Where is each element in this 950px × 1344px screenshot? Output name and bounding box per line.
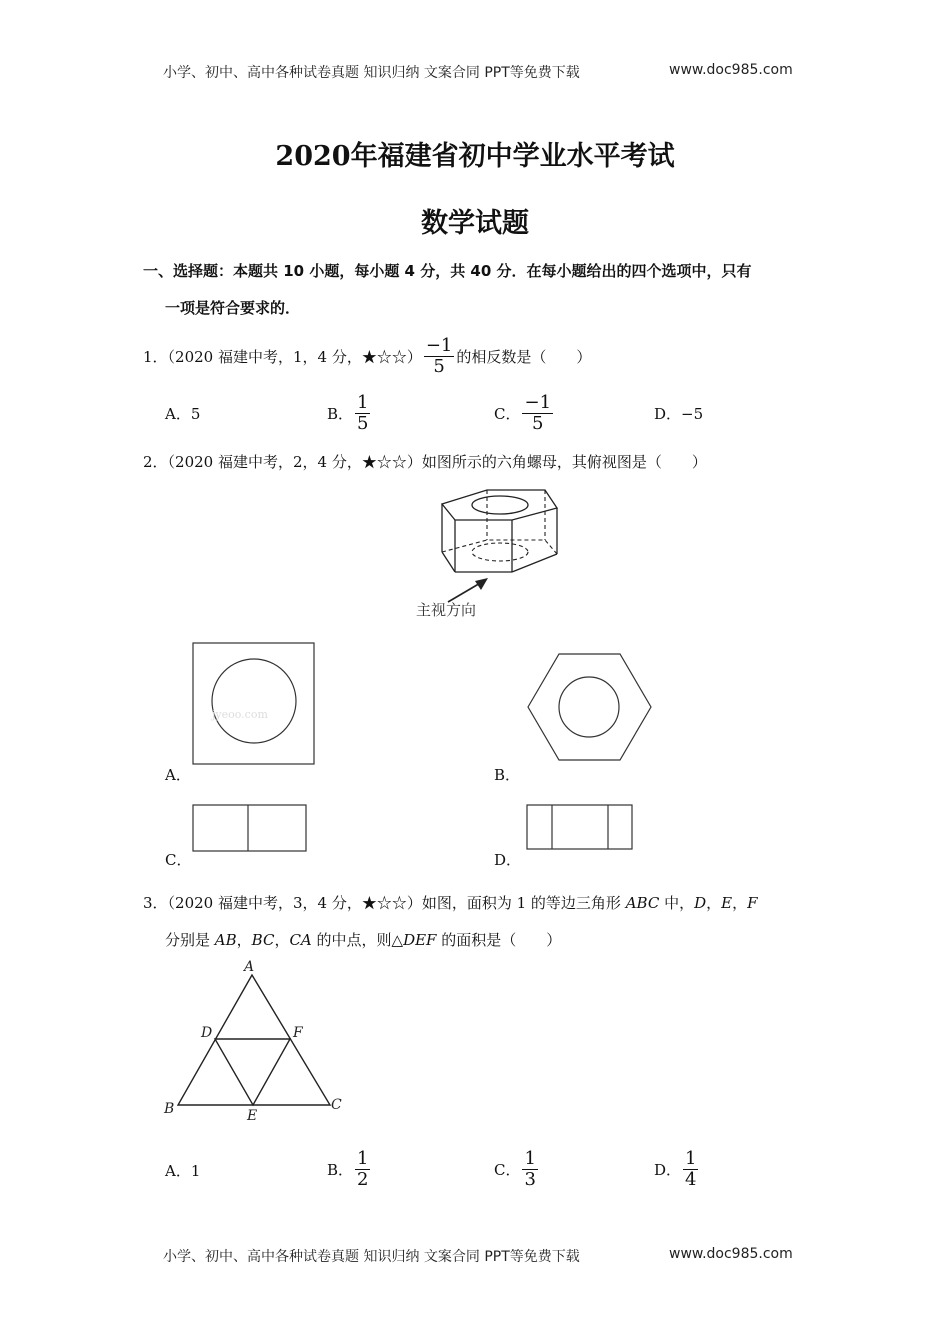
q3-option-a-label: A． bbox=[165, 1162, 191, 1180]
nut-top-hole bbox=[472, 496, 528, 514]
page-footer bbox=[163, 1246, 580, 1266]
q3-option-b-fraction bbox=[355, 1149, 370, 1190]
q1-stem-prefix: 1．（2020 福建中考，1，4 分，★☆☆） bbox=[143, 347, 422, 366]
q3-def: DEF bbox=[403, 931, 437, 949]
section-heading-line1: 一、选择题：本题共 10 小题，每小题 4 分，共 40 分．在每小题给出的四个选项中，只有 bbox=[143, 262, 752, 280]
q2-option-a[interactable]: A． bbox=[165, 766, 191, 784]
q1-option-c-den: 5 bbox=[532, 412, 544, 434]
q3-ca: CA bbox=[289, 931, 312, 949]
label-e: E bbox=[247, 1108, 258, 1124]
q1-option-a-label: A． bbox=[165, 405, 191, 423]
q2-option-b[interactable]: B． bbox=[494, 766, 521, 784]
q3-option-b-num: 1 bbox=[357, 1147, 369, 1169]
page-title: 2020年福建省初中学业水平考试 bbox=[275, 141, 675, 172]
q3-text-1: 3．（2020 福建中考，3，4 分，★☆☆）如图，面积为 1 的等边三角形 bbox=[143, 894, 626, 912]
q1-option-b-label: B． bbox=[327, 404, 354, 423]
q3-sep4: ， bbox=[274, 931, 290, 949]
label-d: D bbox=[201, 1025, 213, 1041]
label-a: A bbox=[244, 959, 255, 975]
q3-text-5: 的面积是（ ） bbox=[436, 931, 562, 949]
footer-text: 小学、初中、高中各种试卷真题 知识归纳 文案合同 PPT等免费下载 bbox=[163, 1249, 580, 1265]
q1-fraction bbox=[424, 336, 455, 377]
q2-option-d-figure bbox=[526, 804, 634, 851]
page-subtitle: 数学试题 bbox=[421, 208, 529, 239]
q3-f: F bbox=[747, 894, 758, 912]
header-url[interactable]: www.doc985.com bbox=[669, 62, 793, 78]
footer-url[interactable]: www.doc985.com bbox=[669, 1246, 793, 1262]
q3-option-a[interactable] bbox=[165, 1160, 200, 1181]
q1-frac-numerator: −1 bbox=[425, 334, 453, 356]
q1-option-b-den: 5 bbox=[357, 412, 369, 434]
q2-option-c[interactable]: C． bbox=[165, 851, 192, 869]
q1-option-c-num: −1 bbox=[524, 391, 552, 413]
q3-option-d-fraction bbox=[683, 1149, 698, 1190]
label-f: F bbox=[293, 1025, 303, 1041]
q3-option-a-value: 1 bbox=[190, 1162, 201, 1180]
q3-abc: ABC bbox=[625, 894, 660, 912]
q1-option-d-value: −5 bbox=[681, 405, 704, 423]
q3-e: E bbox=[721, 894, 733, 912]
q3-text-3: 分别是 bbox=[165, 931, 215, 949]
label-c: C bbox=[331, 1097, 342, 1113]
q1-option-c-label: C． bbox=[494, 404, 521, 423]
q1-option-d-label: D． bbox=[654, 405, 682, 423]
q3-option-d[interactable] bbox=[654, 1147, 700, 1191]
q3-sep1: ， bbox=[706, 894, 722, 912]
q1-option-b-fraction bbox=[355, 393, 370, 434]
q1-option-d[interactable] bbox=[654, 403, 703, 424]
q3-option-b-label: B． bbox=[327, 1160, 354, 1179]
question-3-stem-line2 bbox=[165, 929, 561, 950]
q1-option-a[interactable] bbox=[165, 403, 200, 424]
q3-option-d-num: 1 bbox=[685, 1147, 697, 1169]
q2-watermark: jyeoo.com bbox=[212, 708, 268, 721]
q3-option-b-den: 2 bbox=[357, 1168, 369, 1190]
q2-option-a-figure bbox=[192, 642, 316, 766]
page-header bbox=[163, 62, 580, 82]
q3-option-c-label: C． bbox=[494, 1160, 521, 1179]
q3-text-4: 的中点，则△ bbox=[311, 931, 404, 949]
q1-option-a-value: 5 bbox=[190, 405, 201, 423]
q3-text-2: 中， bbox=[659, 894, 695, 912]
q3-sep3: ， bbox=[236, 931, 252, 949]
triangle-figure bbox=[160, 955, 350, 1125]
q3-ab: AB bbox=[214, 931, 237, 949]
q3-option-b[interactable] bbox=[327, 1147, 372, 1191]
section-heading-line2: 一项是符合要求的． bbox=[165, 299, 301, 317]
question-1-stem bbox=[143, 334, 591, 378]
label-b: B bbox=[164, 1101, 175, 1117]
q2-option-d[interactable]: D． bbox=[494, 851, 522, 869]
q3-d: D bbox=[694, 894, 707, 912]
q2-option-c-figure bbox=[192, 804, 308, 853]
header-text: 小学、初中、高中各种试卷真题 知识归纳 文案合同 PPT等免费下载 bbox=[163, 65, 580, 81]
triangle-def bbox=[215, 1039, 290, 1105]
figure-caption-front-view: 主视方向 bbox=[416, 601, 477, 619]
question-3-stem-line1 bbox=[143, 892, 758, 913]
q3-option-d-den: 4 bbox=[685, 1168, 697, 1190]
q3-option-d-label: D． bbox=[654, 1160, 682, 1179]
nut-top-face bbox=[442, 490, 557, 520]
q1-option-b-num: 1 bbox=[357, 391, 369, 413]
q3-sep2: ， bbox=[732, 894, 748, 912]
q1-option-c[interactable] bbox=[494, 391, 555, 435]
q3-option-c-den: 3 bbox=[524, 1168, 536, 1190]
question-2-stem: 2．（2020 福建中考，2，4 分，★☆☆）如图所示的六角螺母，其俯视图是（ ） bbox=[143, 453, 707, 471]
q1-option-c-fraction bbox=[522, 393, 553, 434]
q3-option-c-fraction bbox=[522, 1149, 537, 1190]
q3-bc: BC bbox=[251, 931, 275, 949]
q3-option-c[interactable] bbox=[494, 1147, 540, 1191]
q1-frac-denominator: 5 bbox=[433, 355, 445, 377]
q3-option-c-num: 1 bbox=[524, 1147, 536, 1169]
q2-option-b-figure bbox=[526, 652, 653, 762]
q1-stem-suffix: 的相反数是（ ） bbox=[456, 347, 592, 366]
q1-option-b[interactable] bbox=[327, 391, 372, 435]
